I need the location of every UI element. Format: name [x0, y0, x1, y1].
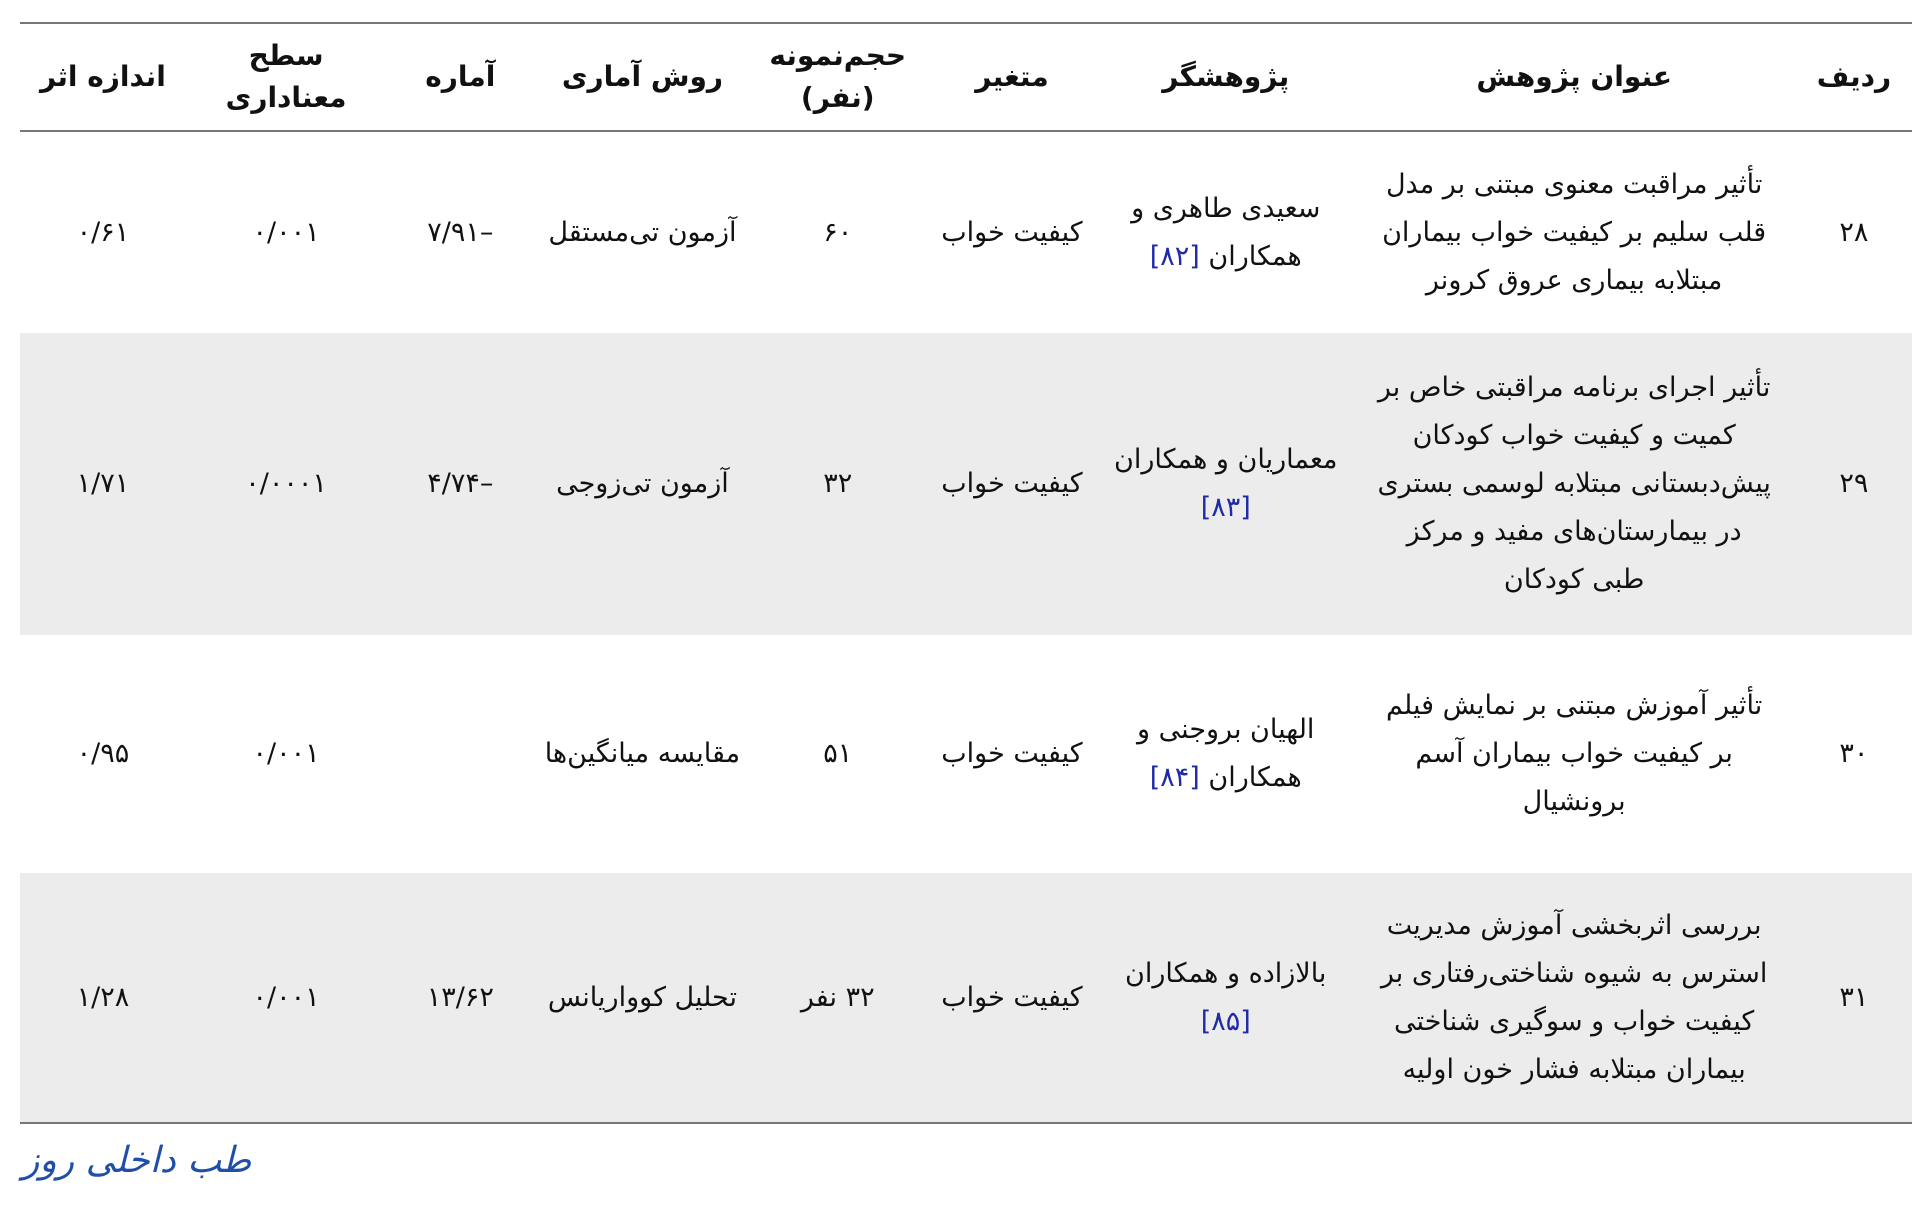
table-row — [20, 333, 1912, 635]
cell-significance: ۰/۰۰۱ — [252, 216, 320, 248]
header-method: روش آماری — [561, 60, 723, 93]
cell-variable: کیفیت خواب — [941, 216, 1083, 248]
header-researcher: پژوهشگر — [1162, 60, 1290, 93]
reference-link[interactable]: [۸۴] — [1149, 762, 1200, 793]
cell-variable: کیفیت خواب — [941, 738, 1083, 769]
cell-statistic: –۷/۹۱ — [427, 216, 494, 248]
header-row-number: ردیف — [1816, 60, 1892, 93]
cell-researcher — [1099, 131, 1352, 333]
header-title: عنوان پژوهش — [1476, 60, 1672, 93]
cell-row-number: ۲۹ — [1839, 468, 1869, 499]
cell-researcher — [1099, 333, 1352, 635]
table-row — [20, 131, 1912, 333]
cell-significance: ۰/۰۰۰۱ — [245, 468, 327, 499]
cell-statistic — [386, 635, 534, 873]
cell-method: آزمون تی‌مستقل — [548, 216, 737, 248]
reference-link[interactable]: [۸۳] — [1200, 492, 1251, 523]
table-row — [20, 635, 1912, 873]
reference-link[interactable]: [۸۲] — [1149, 240, 1200, 272]
header-statistic: آماره — [425, 60, 496, 93]
header-effect-size: اندازه اثر — [39, 60, 166, 93]
header-significance: سطح معناداری — [225, 39, 347, 114]
cell-effect-size: ۱/۷۱ — [76, 468, 130, 499]
cell-variable: کیفیت خواب — [941, 468, 1083, 499]
table-row — [20, 873, 1912, 1123]
reference-link[interactable]: [۸۵] — [1200, 1005, 1251, 1037]
cell-statistic: ۱۳/۶۲ — [426, 981, 494, 1013]
cell-variable: کیفیت خواب — [941, 981, 1083, 1013]
cell-title: تأثیر آموزش مبتنی بر نمایش فیلم بر کیفیت خواب بیماران آسم برونشیال — [1386, 690, 1763, 817]
researcher-name: معماریان و همکاران — [1113, 444, 1338, 475]
researcher-name: سعیدی طاهری و همکاران — [1131, 192, 1321, 272]
cell-sample-size: ۵۱ — [823, 738, 853, 769]
cell-researcher — [1099, 873, 1352, 1123]
cell-sample-size: ۳۲ — [823, 468, 853, 499]
cell-method: آزمون تی‌زوجی — [556, 468, 729, 499]
cell-row-number: ۳۰ — [1839, 738, 1869, 769]
table-header-row — [20, 23, 1912, 131]
cell-title: تأثیر مراقبت معنوی مبتنی بر مدل قلب سلیم بر کیفیت خواب بیماران مبتلابه بیماری عروق کرونر — [1382, 168, 1767, 296]
researcher-name: بالازاده و همکاران — [1125, 957, 1327, 989]
cell-statistic: –۴/۷۴ — [427, 468, 494, 499]
cell-title: بررسی اثربخشی آموزش مدیریت استرس به شیوه شناختی‌رفتاری بر کیفیت خواب و سوگیری شناختی بیماران مبتلابه فشار خون اولیه — [1380, 909, 1768, 1085]
cell-effect-size: ۰/۶۱ — [76, 216, 130, 248]
cell-method: مقایسه میانگین‌ها — [544, 738, 741, 769]
cell-significance: ۰/۰۰۱ — [252, 981, 320, 1013]
header-sample-size: حجم‌نمونه (نفر) — [769, 39, 907, 114]
cell-method: تحلیل کوواریانس — [547, 981, 737, 1013]
cell-row-number: ۳۱ — [1839, 981, 1869, 1013]
header-variable: متغیر — [975, 60, 1049, 93]
cell-sample-size: ۶۰ — [823, 216, 853, 248]
journal-logo: طب داخلی روز — [22, 1140, 252, 1181]
researcher-name: الهیان بروجنی و همکاران — [1137, 714, 1315, 793]
cell-title: تأثیر اجرای برنامه مراقبتی خاص بر کمیت و کیفیت خواب کودکان پیش‌دبستانی مبتلابه لوسمی بستری در بیمارستان‌های مفید و مرکز طبی کودکان — [1377, 372, 1771, 595]
cell-effect-size: ۰/۹۵ — [76, 738, 130, 769]
cell-researcher — [1099, 635, 1352, 873]
studies-table — [20, 22, 1912, 1124]
cell-sample-size: ۳۲ نفر — [800, 981, 875, 1013]
studies-table-container — [20, 22, 1912, 1124]
cell-row-number: ۲۸ — [1839, 216, 1869, 248]
cell-significance: ۰/۰۰۱ — [252, 738, 320, 769]
cell-effect-size: ۱/۲۸ — [76, 981, 130, 1013]
